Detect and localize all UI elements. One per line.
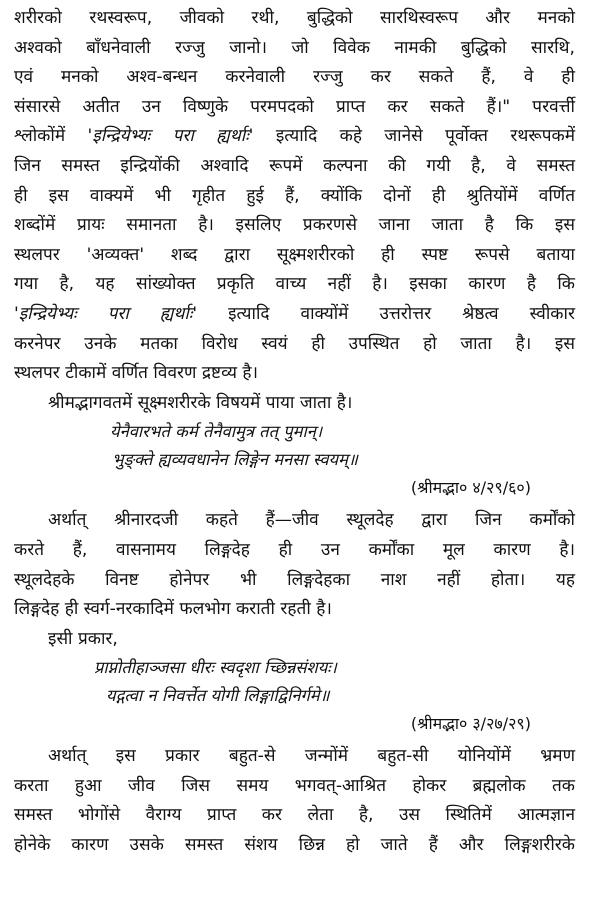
- verse-line: येनैवारभते कर्म तेनैवामुत्र तत् पुमान्।: [110, 422, 323, 442]
- paragraph-3: [14, 506, 575, 624]
- text-line: होनेके कारण उसके समस्त संशय छिन्न हो जाते हैं और लिङ्गशरीरके: [14, 835, 575, 856]
- text-line: संसारसे अतीत उन विष्णुके परमपदको प्राप्त कर सकते हैं।" परवर्त्ती: [14, 96, 575, 117]
- text-line: करता हुआ जीव जिस समय भगवत्-आश्रित होकर ब्रह्मलोक तक: [14, 775, 575, 796]
- text-line: अर्थात् श्रीनारदजी कहते हैं—जीव स्थूलदेह द्वारा जिन कर्मोंको: [48, 510, 575, 531]
- verse-reference: (श्रीमद्भा० ४/२९/६०): [410, 478, 531, 498]
- text-line: श्रीमद्भागवतमें सूक्ष्मशरीरके विषयमें पाया जाता है।: [48, 392, 353, 413]
- text-line: लिङ्गदेह ही स्वर्ग-नरकादिमें फलभोग कराती रहती है।: [14, 599, 332, 620]
- paragraph-1: [14, 4, 575, 389]
- text-line: स्थूलदेहके विनष्ट होनेपर भी लिङ्गदेहका नाश नहीं होता। यह: [14, 569, 575, 590]
- sanskrit-quote: 'इन्द्रियेभ्यः परा ह्यर्थाः': [87, 126, 254, 147]
- verse-reference: (श्रीमद्भा० ३/२७/२९): [410, 714, 531, 734]
- verse-line: भुङ्क्ते ह्यव्यवधानेन लिङ्गेन मनसा स्वयम्॥: [112, 450, 358, 470]
- text-line: स्थलपर टीकामें वर्णित विवरण द्रष्टव्य है।: [14, 363, 259, 384]
- text-line: ही इस वाक्यमें भी गृहीत हुई हैं, क्योंकि दोनों ही श्रुतियोंमें वर्णित: [14, 185, 575, 206]
- text-run: इत्यादि कहे जानेसे पूर्वोक्त रथरूपकमें: [253, 126, 575, 147]
- paragraph-4: [14, 625, 575, 655]
- sanskrit-quote: 'इन्द्रियेभ्यः परा ह्यर्थाः': [14, 303, 198, 324]
- verse-line: प्राप्नोतीहाञ्जसा धीरः स्वदृशा च्छिन्नसंशयः।: [94, 658, 337, 678]
- text-line: करनेपर उनके मतका विरोध स्वयं ही उपस्थित हो जाता है। इस: [14, 333, 575, 354]
- verse-1: [14, 418, 575, 474]
- text-run: श्लोकोंमें: [14, 126, 88, 147]
- text-line: अश्वको बाँधनेवाली रज्जु जानो। जो विवेक नामकी बुद्धिको सारथि,: [14, 37, 575, 58]
- text-line: जिन समस्त इन्द्रियोंकी अश्वादि रूपमें कल्पना की गयी है, वे समस्त: [14, 155, 575, 176]
- text-line: [14, 122, 575, 152]
- text-line: स्थलपर 'अव्यक्त' शब्द द्वारा सूक्ष्मशरीरको ही स्पष्ट रूपसे बताया: [14, 244, 575, 265]
- text-line: करते हैं, वासनामय लिङ्गदेह ही उन कर्मोंका मूल कारण है।: [14, 539, 575, 560]
- text-line: गया है, यह सांख्योक्त प्रकृति वाच्य नहीं है। इसका कारण है कि: [14, 274, 575, 295]
- paragraph-5: [14, 742, 575, 860]
- text-line: एवं मनको अश्व-बन्धन करनेवाली रज्जु कर सकते हैं, वे ही: [14, 67, 575, 88]
- text-line: समस्त भोगोंसे वैराग्य प्राप्त कर लेता है, उस स्थितिमें आत्मज्ञान: [14, 805, 575, 826]
- text-line: शरीरको रथस्वरूप, जीवको रथी, बुद्धिको सारथिस्वरूप और मनको: [14, 8, 575, 28]
- text-line: [14, 300, 575, 330]
- verse-2: [14, 654, 575, 710]
- text-line: इसी प्रकार,: [48, 628, 118, 649]
- paragraph-2: [14, 389, 575, 419]
- verse-line: यद्गत्वा न निवर्त्तेत योगी लिङ्गाद्विनिर्गमे॥: [106, 686, 330, 706]
- text-run: इत्यादि वाक्योंमें उत्तरोत्तर श्रेष्ठत्व स्वीकार: [197, 303, 575, 324]
- text-line: अर्थात् इस प्रकार बहुत-से जन्मोंमें बहुत-सी योनियोंमें भ्रमण: [48, 746, 575, 767]
- text-line: शब्दोंमें प्रायः समानता है। इसलिए प्रकरणसे जाना जाता है कि इस: [14, 215, 575, 236]
